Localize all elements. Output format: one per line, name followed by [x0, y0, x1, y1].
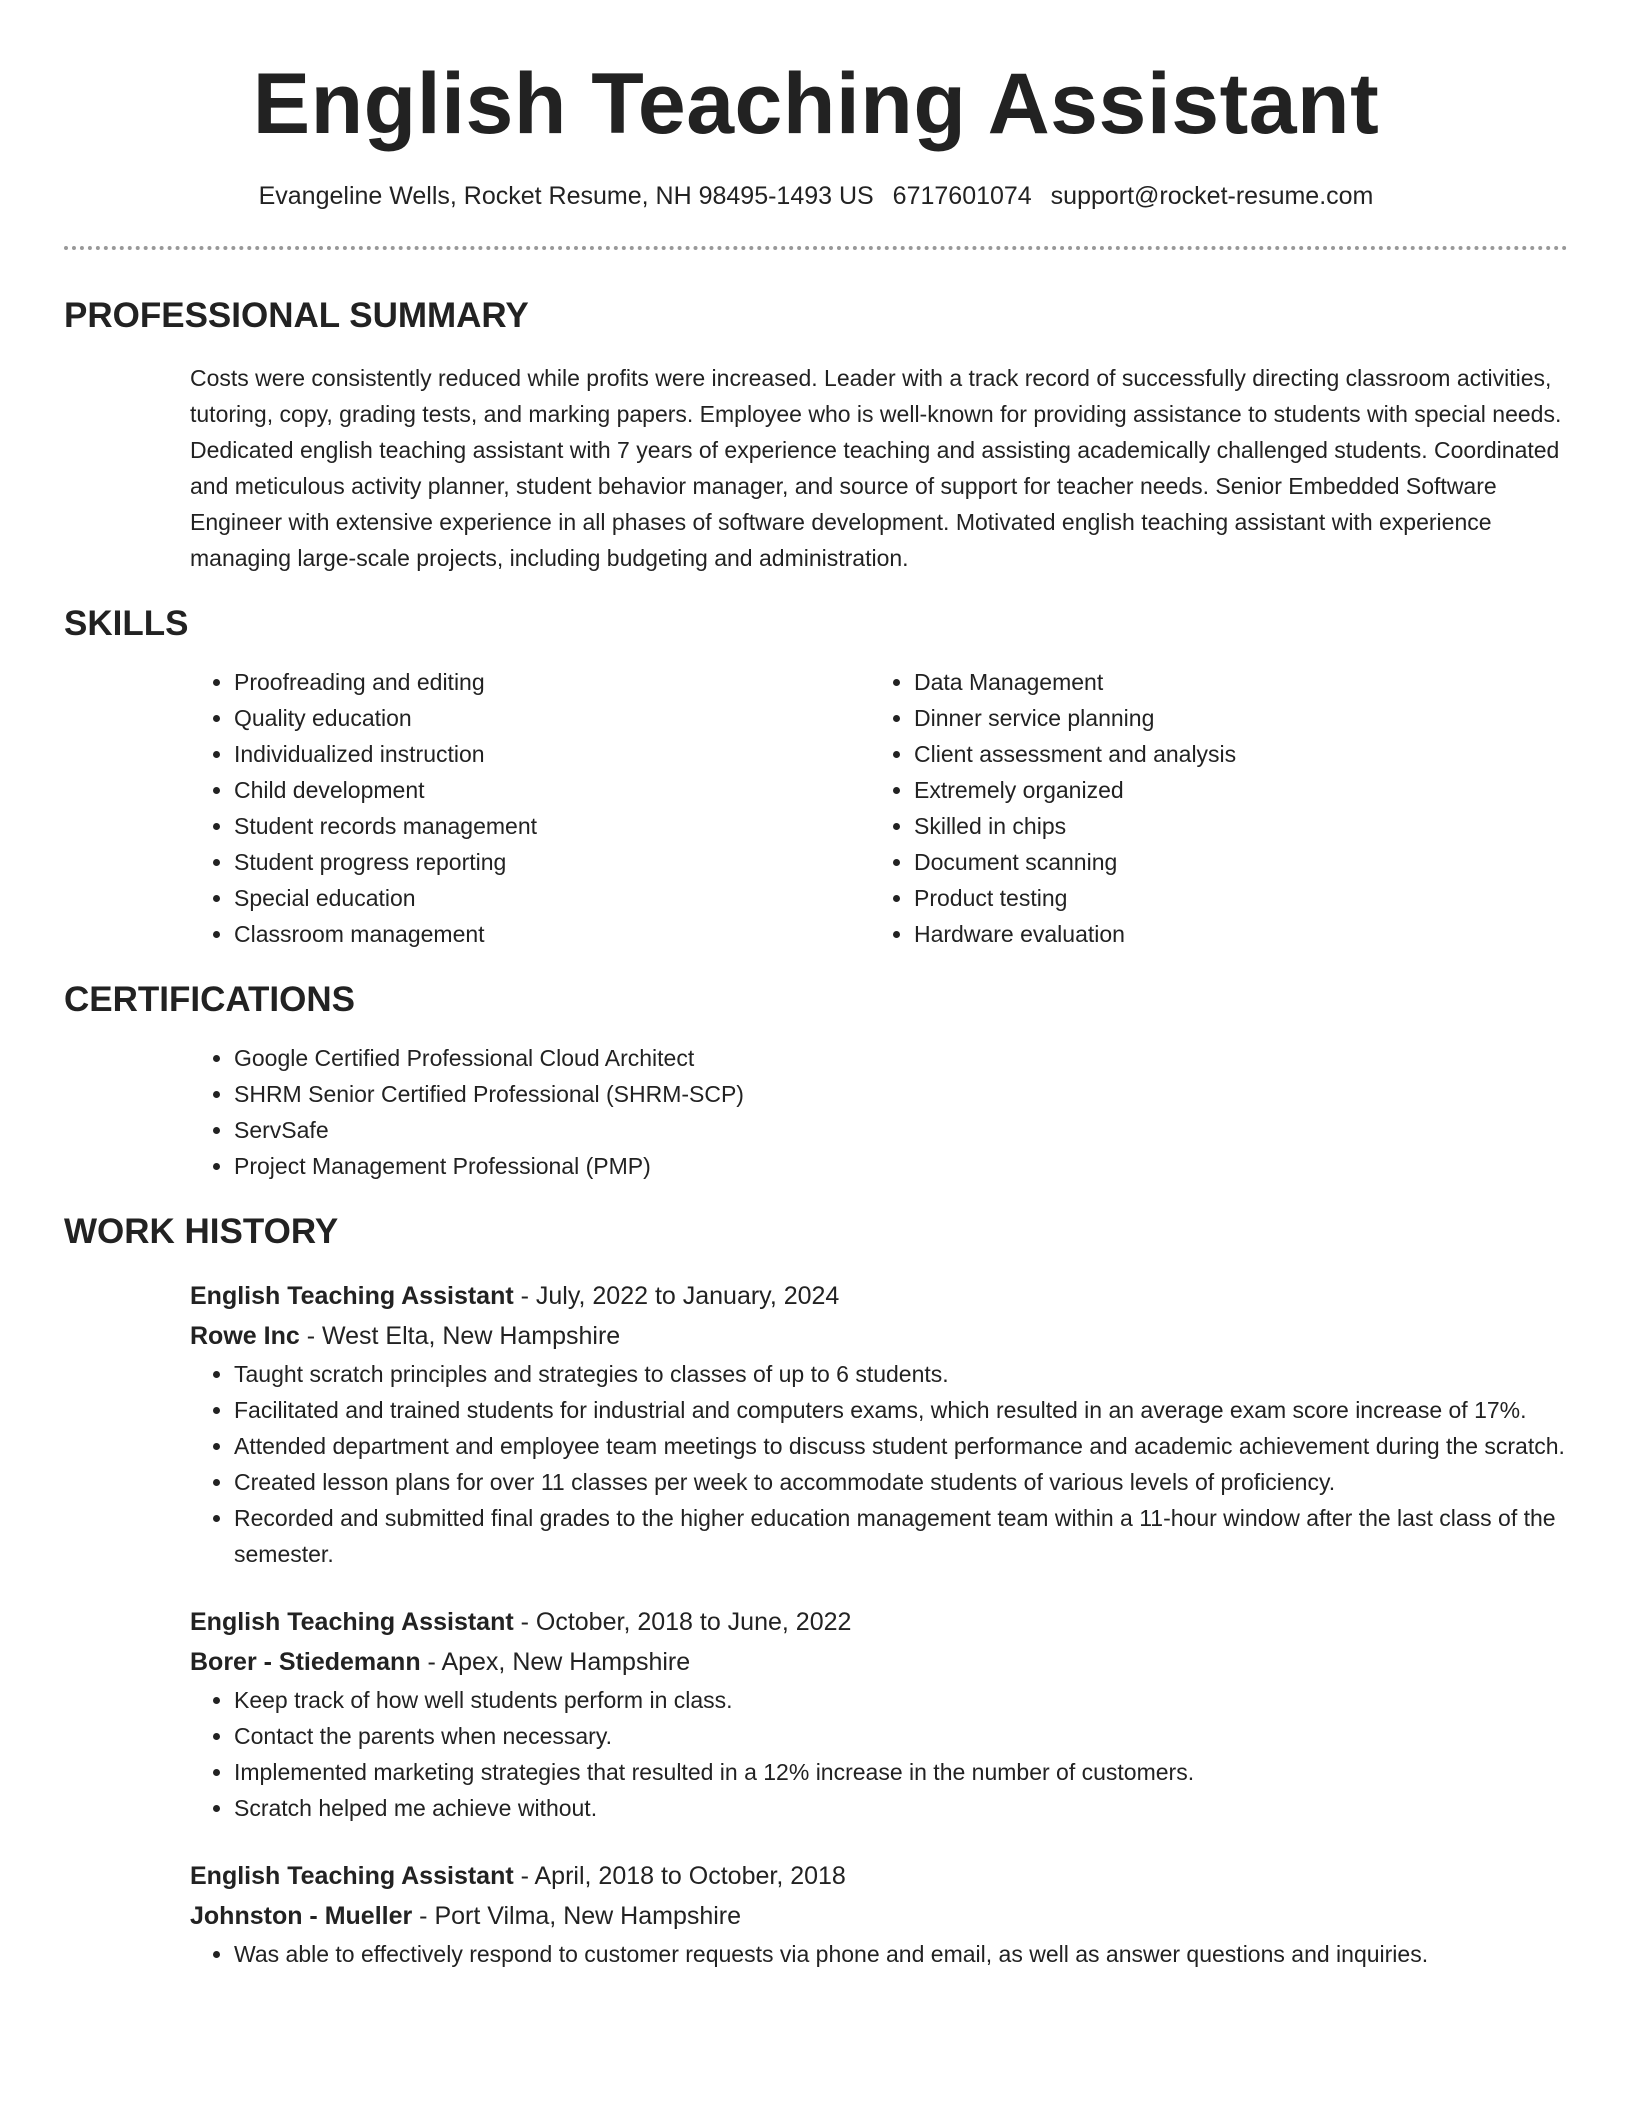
- summary-text: Costs were consistently reduced while profits were increased. Leader with a track record of successfully directing classroom activities, tutoring, copy, grading tests, and marking papers. Employee who is well-known for providing assistance to students with special needs. Dedicated english teaching assistant with 7 years of experience teaching and assisting academically challenged students. Coordinated and meticulous activity planner, student behavior manager, and source of support for teacher needs. Senior Embedded Software Engineer with extensive experience in all phases of software development. Motivated english teaching assistant with experience managing large-scale projects, including budgeting and administration.: [190, 365, 1562, 571]
- skills-column-left: [190, 664, 870, 952]
- job-duty: • Facilitated and trained students for industrial and computers exams, which resulted in an average exam score increase of 17%.: [234, 1392, 1568, 1428]
- certifications-list: [190, 1040, 1568, 1184]
- job-duty: • Was able to effectively respond to customer requests via phone and email, as well as answer questions and inquiries.: [234, 1936, 1568, 1972]
- certification-item: • SHRM Senior Certified Professional (SHRM-SCP): [234, 1076, 1568, 1112]
- summary-heading: PROFESSIONAL SUMMARY: [64, 296, 529, 335]
- contact-line: [64, 178, 1568, 214]
- skill-item: • Document scanning: [914, 844, 1550, 880]
- job-duties: [190, 1936, 1568, 1972]
- job-company: Johnston - Mueller: [190, 1902, 413, 1930]
- certification-item: • ServSafe: [234, 1112, 1568, 1148]
- certification-item: • Google Certified Professional Cloud Architect: [234, 1040, 1568, 1076]
- skill-item: • Product testing: [914, 880, 1550, 916]
- job-role: English Teaching Assistant: [190, 1608, 514, 1636]
- job-company-line: [190, 1896, 1568, 1936]
- skill-item: • Dinner service planning: [914, 700, 1550, 736]
- skill-item: • Data Management: [914, 664, 1550, 700]
- job-duty: • Created lesson plans for over 11 classes per week to accommodate students of various levels of proficiency.: [234, 1464, 1568, 1500]
- job-location: - Port Vilma, New Hampshire: [412, 1902, 742, 1930]
- resume-title: English Teaching Assistant: [252, 56, 1380, 152]
- skill-item: • Proofreading and editing: [234, 664, 870, 700]
- job-entry: [190, 1602, 1568, 1826]
- job-duties: [190, 1356, 1568, 1572]
- skill-item: • Quality education: [234, 700, 870, 736]
- job-role: English Teaching Assistant: [190, 1282, 514, 1310]
- certification-item: • Project Management Professional (PMP): [234, 1148, 1568, 1184]
- job-location: - West Elta, New Hampshire: [299, 1322, 621, 1350]
- skills-list: [190, 664, 1568, 952]
- skill-item: • Student progress reporting: [234, 844, 870, 880]
- job-entry: [190, 1276, 1568, 1572]
- skill-item: • Classroom management: [234, 916, 870, 952]
- job-company-line: [190, 1642, 1568, 1682]
- resume-page: [64, 0, 1568, 1972]
- job-company-line: [190, 1316, 1568, 1356]
- skill-item: • Individualized instruction: [234, 736, 870, 772]
- job-duty: • Contact the parents when necessary.: [234, 1718, 1568, 1754]
- job-duty: • Taught scratch principles and strategies to classes of up to 6 students.: [234, 1356, 1568, 1392]
- job-duty: • Recorded and submitted final grades to the higher education management team within a 11-hour window after the last class of the semester.: [234, 1500, 1568, 1572]
- job-duty: • Keep track of how well students perform in class.: [234, 1682, 1568, 1718]
- job-company: Borer - Stiedemann: [190, 1648, 421, 1676]
- job-dates: - April, 2018 to October, 2018: [513, 1862, 846, 1890]
- job-duty: • Attended department and employee team meetings to discuss student performance and academic achievement during the scratch.: [234, 1428, 1568, 1464]
- job-title-line: [190, 1276, 1568, 1316]
- skill-item: • Extremely organized: [914, 772, 1550, 808]
- skill-item: • Child development: [234, 772, 870, 808]
- contact-address: Evangeline Wells, Rocket Resume, NH 98495-1493 US: [258, 182, 874, 210]
- job-title-line: [190, 1856, 1568, 1896]
- job-duty: • Scratch helped me achieve without.: [234, 1790, 1568, 1826]
- job-title-line: [190, 1602, 1568, 1642]
- skill-item: • Hardware evaluation: [914, 916, 1550, 952]
- skill-item: • Client assessment and analysis: [914, 736, 1550, 772]
- job-location: - Apex, New Hampshire: [420, 1648, 691, 1676]
- skills-column-right: [870, 664, 1550, 952]
- certifications-heading: CERTIFICATIONS: [64, 980, 356, 1019]
- work-history-heading: WORK HISTORY: [64, 1212, 339, 1251]
- contact-email: support@rocket-resume.com: [1050, 182, 1374, 210]
- job-dates: - July, 2022 to January, 2024: [513, 1282, 840, 1310]
- contact-phone: 6717601074: [892, 182, 1032, 210]
- job-dates: - October, 2018 to June, 2022: [513, 1608, 852, 1636]
- job-company: Rowe Inc: [190, 1322, 300, 1350]
- skill-item: • Special education: [234, 880, 870, 916]
- job-duty: • Implemented marketing strategies that resulted in a 12% increase in the number of customers.: [234, 1754, 1568, 1790]
- header-divider: [64, 246, 1568, 250]
- job-entry: [190, 1856, 1568, 1972]
- skills-heading: SKILLS: [64, 604, 189, 643]
- skill-item: • Student records management: [234, 808, 870, 844]
- skill-item: • Skilled in chips: [914, 808, 1550, 844]
- job-duties: [190, 1682, 1568, 1826]
- job-role: English Teaching Assistant: [190, 1862, 514, 1890]
